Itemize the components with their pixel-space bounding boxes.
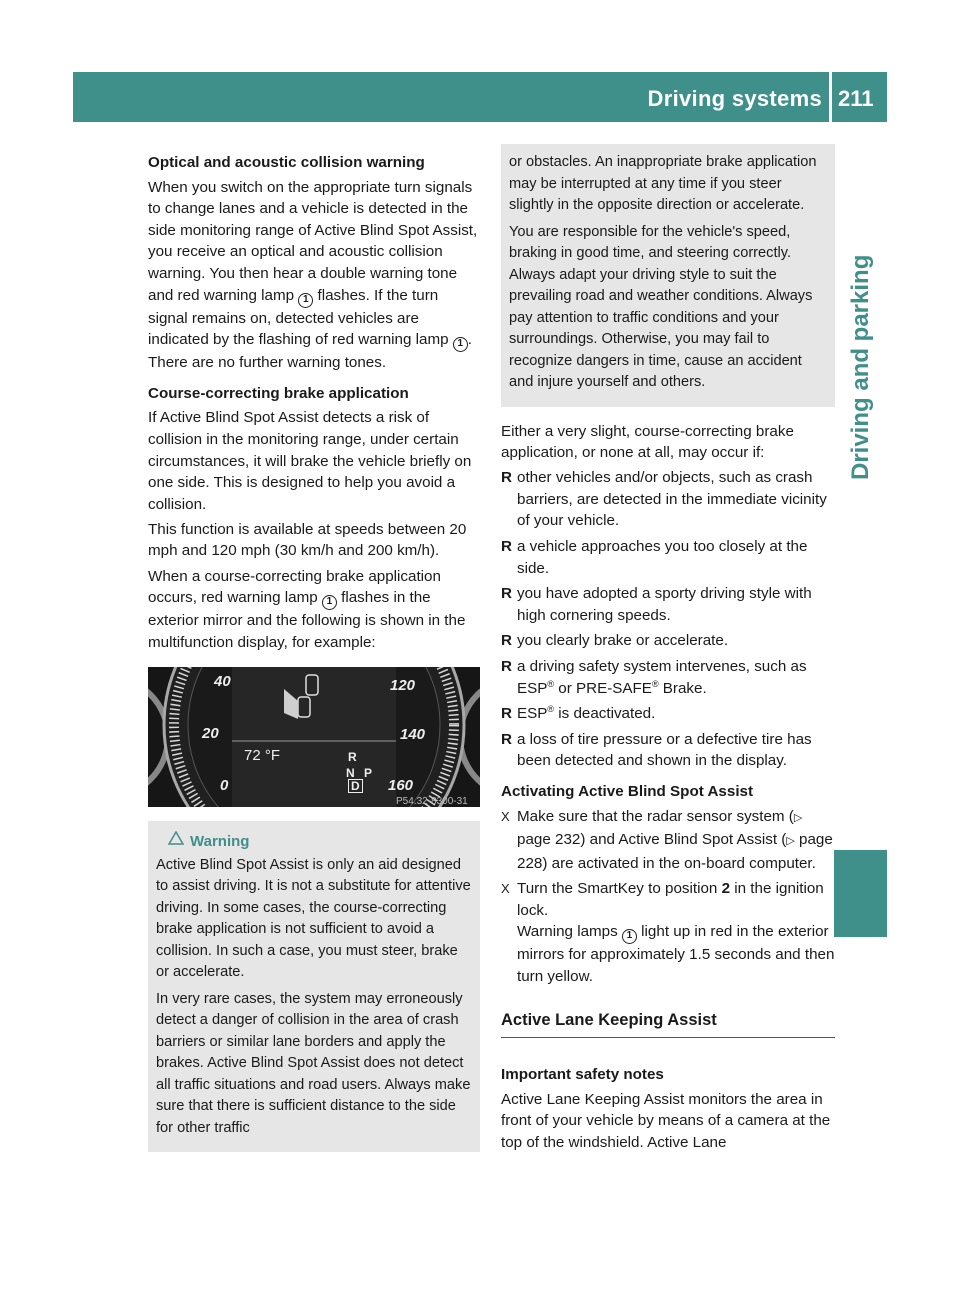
warning-paragraph-2: In very rare cases, the system may erroneously detect a danger of collision in the area of crash barriers or similar lane borders and apply the brakes. Active Blind Spot Assist does not detect all traffic situations and road users. Always make sure that there is sufficient distance to the side for other traffic xyxy=(156,990,471,1136)
step-item xyxy=(501,878,835,987)
text-segment: ESP xyxy=(517,705,548,723)
text-segment: is deactivated. xyxy=(554,705,656,723)
page-ref-icon: ▷ xyxy=(793,811,803,824)
list-item xyxy=(501,656,835,699)
callout-1-icon: 1 xyxy=(298,293,313,308)
warning-label: Warning xyxy=(190,833,250,851)
text-segment: When you switch on the appropriate turn signals to change lanes and a vehicle is detected in the side monitoring range of Active Blind Spot Assist, you receive an optical and acoustic collision warning. You then hear a double warning tone and red warning lamp xyxy=(148,178,478,304)
tick-label: 120 xyxy=(390,677,416,695)
activation-steps xyxy=(501,806,835,988)
text-segment: light up in red in the exterior mirrors for approximately 1.5 seconds and then turn yellow. xyxy=(517,923,835,986)
temperature-readout: 72 °F xyxy=(244,747,281,765)
bullet-mark: R xyxy=(501,730,512,748)
gear-r: R xyxy=(348,750,357,765)
list-item xyxy=(501,536,835,579)
bullet-mark: R xyxy=(501,705,512,723)
registered-mark: ® xyxy=(547,704,555,715)
gear-d: D xyxy=(348,779,363,793)
list-item xyxy=(501,583,835,626)
left-column xyxy=(148,150,480,1152)
text-segment: in the ignition lock. xyxy=(517,880,824,919)
warning-box xyxy=(148,821,480,1152)
text-segment: When a course-correcting brake application occurs, red warning lamp xyxy=(148,567,441,607)
callout-1-icon: 1 xyxy=(622,929,637,944)
heading-safety-notes: Important safety notes xyxy=(501,1066,664,1084)
paragraph-safety: Active Lane Keeping Assist monitors the area in front of your vehicle by means of a camera at the top of the windshield. Active Lane xyxy=(501,1090,831,1152)
conditions-list xyxy=(501,467,835,772)
list-item-text: a loss of tire pressure or a defective tire has been detected and shown in the display. xyxy=(517,730,812,770)
step-item xyxy=(501,806,835,875)
tick-label: 160 xyxy=(388,777,414,795)
instrument-cluster-image xyxy=(148,667,480,807)
list-item-text: other vehicles and/or objects, such as crash barriers, are detected in the immediate vicinity of your vehicle. xyxy=(517,469,827,530)
side-tab-label: Driving and parking xyxy=(847,254,874,480)
registered-mark: ® xyxy=(547,678,555,689)
heading-activating: Activating Active Blind Spot Assist xyxy=(501,782,754,800)
conditions-intro: Either a very slight, course-correcting brake application, or none at all, may occur if: xyxy=(501,422,794,462)
warning-continued-paragraph-2: You are responsible for the vehicle's speed, braking in good time, and steering correctly. Always adapt your driving style to suit the prevailing road and weather conditions. Always pay attention to traffic conditions and your surroundings. Otherwise, you may fail to recognize dangers in time, cause an accident and injure yourself and others. xyxy=(509,223,813,390)
tick-label: 40 xyxy=(214,673,231,691)
bullet-mark: R xyxy=(501,469,512,487)
tick-label: 20 xyxy=(202,725,219,743)
header-separator xyxy=(829,72,832,122)
list-item-text: a vehicle approaches you too closely at the side. xyxy=(517,537,808,577)
paragraph-brake-1: If Active Blind Spot Assist detects a risk of collision in the monitoring range, under certain circumstances, it will brake the vehicle briefly on one side. This is designed to help you avoid a collision. xyxy=(148,409,472,513)
warning-paragraph-1: Active Blind Spot Assist is only an aid designed to assist driving. It is not a substitute for attentive driving. In some cases, the course-correcting brake application is not sufficient to avoid a collision. In such a case, you must steer, brake or accelerate. xyxy=(156,856,471,981)
text-segment: or PRE-SAFE xyxy=(554,679,652,697)
step-mark: X xyxy=(501,808,510,824)
bullet-mark: R xyxy=(501,657,512,675)
bullet-mark: R xyxy=(501,585,512,603)
list-item xyxy=(501,703,835,725)
registered-mark: ® xyxy=(651,678,659,689)
warning-box-continued xyxy=(501,144,835,407)
list-item-text: you have adopted a sporty driving style with high cornering speeds. xyxy=(517,585,812,624)
side-tab-block xyxy=(834,850,887,937)
page-number: 211 xyxy=(838,86,874,111)
gear-n: N xyxy=(346,766,355,781)
paragraph-brake-3 xyxy=(148,566,480,654)
bullet-mark: R xyxy=(501,537,512,555)
gear-p: P xyxy=(364,766,373,781)
heading-brake-application: Course-correcting brake application xyxy=(148,384,409,402)
warning-header xyxy=(156,831,472,853)
heading-collision-warning: Optical and acoustic collision warning xyxy=(148,154,425,171)
tick-label: 140 xyxy=(400,726,426,744)
right-column xyxy=(501,150,835,1157)
text-segment: page 228) are activated in the on-board computer. xyxy=(517,831,833,872)
warning-continued-paragraph-1: or obstacles. An inappropriate brake application may be interrupted at any time if you steer slightly in the opposite direction or accelerate. xyxy=(509,154,817,213)
text-segment: Warning lamps xyxy=(517,923,622,941)
section-title: Active Lane Keeping Assist xyxy=(501,1010,835,1039)
tick-label: 0 xyxy=(220,777,229,795)
text-segment: Turn the SmartKey to position xyxy=(517,880,722,898)
text-segment: flashes in the exterior mirror and the following is shown in the multifunction display, for example: xyxy=(148,589,466,651)
instrument-cluster-svg xyxy=(148,667,480,807)
bullet-mark: R xyxy=(501,632,512,650)
paragraph-collision-warning xyxy=(148,177,480,374)
step-mark: X xyxy=(501,881,510,897)
paragraph-brake-2: This function is available at speeds between 20 mph and 120 mph (30 km/h and 200 km/h). xyxy=(148,520,467,560)
text-segment: flashes. If the turn signal remains on, detected vehicles are indicated by the flashing of red warning lamp xyxy=(148,286,453,349)
header-title: Driving systems xyxy=(647,86,822,111)
text-segment: page 232) and Active Blind Spot Assist ( xyxy=(517,831,787,849)
photo-id: P54.32-8300-31 xyxy=(396,796,468,808)
warning-triangle-icon xyxy=(168,831,184,853)
list-item xyxy=(501,467,835,532)
page-ref-icon: ▷ xyxy=(786,835,795,848)
text-segment: . There are no further warning tones. xyxy=(148,331,473,372)
text-segment: Brake. xyxy=(658,679,707,697)
text-segment: Make sure that the radar sensor system ( xyxy=(517,807,794,825)
list-item xyxy=(501,729,835,772)
callout-1-icon: 1 xyxy=(322,595,337,610)
text-segment: a driving safety system intervenes, such as ESP xyxy=(517,657,807,697)
list-item xyxy=(501,630,835,652)
callout-1-icon: 1 xyxy=(453,337,468,352)
position-value: 2 xyxy=(721,880,731,898)
list-item-text: you clearly brake or accelerate. xyxy=(517,632,729,650)
